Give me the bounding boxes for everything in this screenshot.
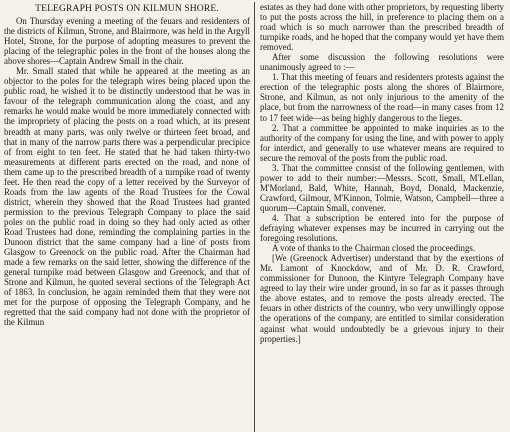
resolution-2: 2. That a committee be appointed to make inquiries as to the authority of the company for using the line, and with power to apply for interdict, and generally to use whatever means are required to secure the removal of the posts from the public road. (260, 122, 504, 163)
resolution-3: 3. That the committee consist of the following gentlemen, with power to add to their number:—Messrs. Scott, Small, M'Lellan, M'Morland, Bald, White, Hannah, Boyd, Donald, Mackenzie, Crawford, Gilmour, M'Kinnon, Tolmie, Watson, Campbell—three a quorum—Captain Small, convener. (260, 162, 504, 213)
left-column (4, 2, 254, 432)
article-paragraph: On Thursday evening a meeting of the feuars and residenters of the districts of Kilmun, Strone, and Blairmore, was held in the Argyll Hotel, Strone, for the purpose of adopting measures to prevent the placing of the telegraphic poles in the front of the houses along the above shores—Captain Andrew Small in the chair. (4, 16, 250, 67)
article-paragraph: A vote of thanks to the Chairman closed the proceedings. (272, 243, 476, 254)
resolution-4: 4. That a subscription be entered into for the purpose of defraying whatever expenses may be incurred in carrying out the foregoing resolutions. (260, 212, 504, 244)
right-column (254, 2, 504, 432)
article-paragraph: Mr. Small stated that while he appeared at the meeting as an objector to the poles for the telegraph wires being placed upon the public road, he wished it to be distinctly understood that he was in favour of the telegraph communication along the coast, and any remarks he would make would be more immediately connected with the impropriety of placing the posts on a road which, at its present breadth at many parts, was only twelve or thirteen feet broad, and that in many of the narrow parts there was a perpendicular precipice of from eight to ten feet. He stated that he had taken thirty-two measurements at different parts erected on the road, and none of them came up to the prescribed breadth of a turnpike road of twenty feet. He then read the copy of a letter received by the Surveyor of Roads from the law agents of the Road Trustees for the Cowal district, wherein they showed that the Road Trustees had granted permission to the previous Telegraph Company to place the said poles on the public road in doing so they had only acted as other Road Trustees had done, reminding the complaining parties in the Dunoon district that the same company had a line of posts from Glasgow to Greenock on the public road. After the Chairman had made a few remarks on the said letter, showing the difference of the general turnpike road between Glasgow and Greenock, and that of Strone and Kilmun, he quoted several sections of the Telegraph Act of 1863. In conclusion, he again reminded them that they were not met for the purpose of opposing the Telegraph Company, and he regretted that the said company had not done with the proprietor of the Kilmun (4, 66, 250, 328)
article-paragraph: After some discussion the following resolutions were unanimously agreed to :— (260, 52, 504, 73)
editorial-note: [We (Greenock Advertiser) understand that by the exertions of Mr. Lamont of Knockdow, and of Mr. D. R. Crawford, commissioner for Dunoon, the Kintyre Telegraph Company have agreed to lay their wire under ground, in so far as it passes through the above estates, and to remove the posts already erected. The feuars in other districts of the country, who very unwillingly oppose the operations of the company, are entitled to similar consideration against what would undoubtedly be a grievous injury to their properties.] (260, 253, 504, 344)
headline: TELEGRAPH POSTS ON KILMUN SHORE. (35, 3, 219, 14)
article-paragraph: estates as they had done with other proprietors, by requesting liberty to put the posts across the hill, in preference to placing them on a road which is so much narrower than the prescribed breadth of turnpike roads, and he hoped that the company would yet have them removed. (260, 2, 504, 53)
resolution-1: 1. That this meeting of feuars and residenters protests against the erection of the telegraphic posts along the shores of Blairmore, Strone, and Kilmun, as not only injurious to the amenity of the place, but from the narrowness of the road—in many cases from 12 to 17 feet wide—as being highly dangerous to the lieges. (260, 72, 504, 123)
